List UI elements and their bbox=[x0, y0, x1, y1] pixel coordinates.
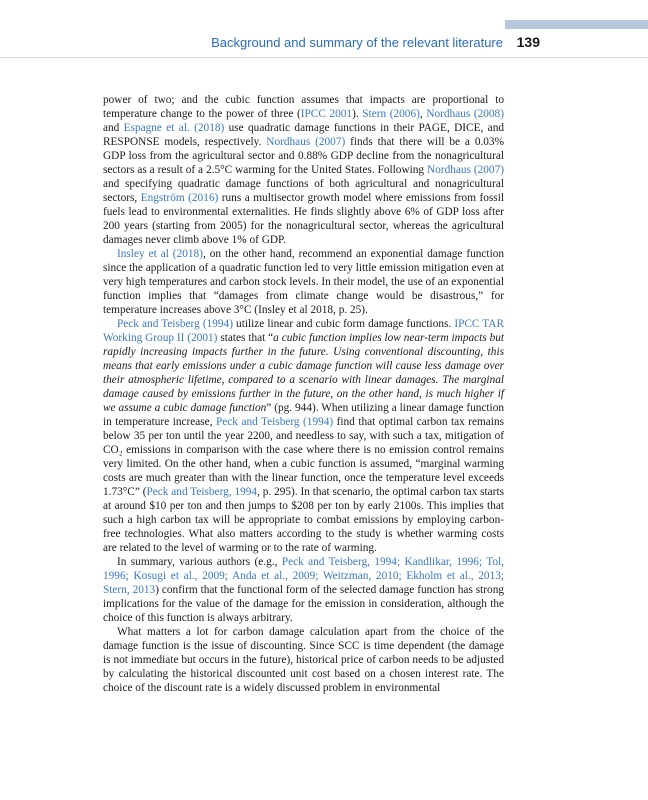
body-text bbox=[103, 93, 504, 695]
citation-link[interactable]: Peck and Teisberg, 1994; Kandlikar, 1996; Tol, 1996; Kosugi et al., 2009; Anda et al., 2009; Weitzman, 2010; Ekholm et al., 2013; Stern, 2013 bbox=[103, 556, 504, 596]
citation-link[interactable]: Espagne et al. (2018) bbox=[123, 122, 225, 134]
text-run: and specifying quadratic damage functions of both agricultural and nonagricultural sectors, bbox=[103, 178, 504, 204]
paragraph bbox=[103, 625, 504, 695]
text-run: states that “ bbox=[217, 332, 274, 344]
header-rule bbox=[0, 57, 648, 58]
quoted-text: a cubic function implies low near-term impacts but rapidly increasing impacts further in the future. Using conventional discounting, this means that early emissions under a cubic damage function will cause less damage over their atmospheric lifetime, compared to a scenario with linear damages. The marginal damage caused by emissions further in the future, on the other hand, is much higher if we assume a cubic damage function bbox=[103, 332, 505, 414]
text-run: use quadratic damage functions in their PAGE, DICE, and RESPONSE models, respectively. bbox=[103, 122, 504, 148]
citation-link[interactable]: Nordhaus (2007) bbox=[266, 136, 346, 148]
citation-link[interactable]: IPCC TAR Working Group II (2001) bbox=[103, 318, 504, 344]
paragraph bbox=[103, 247, 504, 317]
text-run: , on the other hand, recommend an exponential damage function since the application of a quadratic function led to very little emission mitigation even at very high temperatures and carbon stock levels. In their model, the use of an exponential function implies that “damages from climate change would be disastrous,” for temperature increases above 3°C (Insley et al 2018, p. 25). bbox=[103, 248, 504, 316]
text-run: ” (pg. 944). When utilizing a linear damage function in temperature increase, bbox=[103, 402, 504, 428]
running-header bbox=[0, 33, 540, 57]
paragraph bbox=[103, 555, 504, 625]
text-run: ). bbox=[352, 108, 363, 120]
text-run: runs a multisector growth model where emissions from fossil fuels lead to environmental externalities. He finds slightly above 6% of GDP loss after 200 years (starting from 2005) for the nonagricultural sector, whereas the agricultural damages never climb above 1% of GDP. bbox=[103, 192, 504, 246]
text-run: power of two; and the cubic function assumes that impacts are proportional to temperature change to the power of three ( bbox=[103, 94, 504, 120]
text-run: ) confirm that the functional form of the selected damage function has strong implications for the value of the damage for the emission in consideration, although the choice of this function is always arbitrary. bbox=[103, 584, 505, 624]
text-run: finds that there will be a 0.03% GDP loss from the agricultural sector and 0.88% GDP decline from the nonagricultural sectors as a result of a 2.5°C warming for the United States. Following bbox=[103, 136, 504, 176]
citation-link[interactable]: Stern (2006) bbox=[362, 108, 420, 120]
citation-link[interactable]: Nordhaus (2007) bbox=[427, 164, 504, 176]
paragraph bbox=[103, 317, 504, 555]
text-run: utilize linear and cubic form damage functions. bbox=[232, 318, 455, 330]
text-run: In summary, various authors (e.g., bbox=[117, 556, 282, 568]
citation-link[interactable]: Peck and Teisberg (1994) bbox=[117, 318, 233, 330]
text-run: , p. 295). In that scenario, the optimal carbon tax starts at around $10 per ton and then jumps to $208 per ton by early 2100s. This implies that such a high carbon tax will be appropriate to combat emissions by employing carbon-free technologies. What also matters according to the study is whether warming costs are related to the level of warming or to the rate of warming. bbox=[103, 486, 504, 554]
page-number: 139 bbox=[516, 34, 540, 50]
citation-link[interactable]: IPCC 2001 bbox=[300, 108, 353, 120]
text-run: , bbox=[419, 108, 427, 120]
citation-link[interactable]: Peck and Teisberg, 1994 bbox=[146, 486, 258, 498]
text-run: and bbox=[103, 122, 124, 134]
citation-link[interactable]: Engström (2016) bbox=[140, 192, 219, 204]
citation-link[interactable]: Insley et al (2018) bbox=[117, 248, 203, 260]
citation-link[interactable]: Nordhaus (2008) bbox=[426, 108, 504, 120]
running-header-title: Background and summary of the relevant literature bbox=[211, 35, 503, 50]
text-run: What matters a lot for carbon damage calculation apart from the choice of the damage function is the issue of discounting. Since SCC is time dependent (the damage is not immediate but occurs in the future), historical price of carbon needs to be adjusted by calculating the historical discounted unit cost based on a chosen interest rate. The choice of the discount rate is a widely discussed problem in environmental bbox=[103, 626, 504, 694]
text-run: find that optimal carbon tax remains below 35 per ton until the year 2200, and needless to say, with such a tax, mitigation of CO₂ emissions in comparison with the case where there is no emission control remains very limited. On the other hand, when a cubic function is assumed, “marginal warming costs are much greater than with the linear function, once the temperature level exceeds 1.73°C” ( bbox=[103, 416, 504, 498]
paragraph bbox=[103, 93, 504, 247]
citation-link[interactable]: Peck and Teisberg (1994) bbox=[216, 416, 334, 428]
header-accent-bar bbox=[505, 20, 648, 29]
